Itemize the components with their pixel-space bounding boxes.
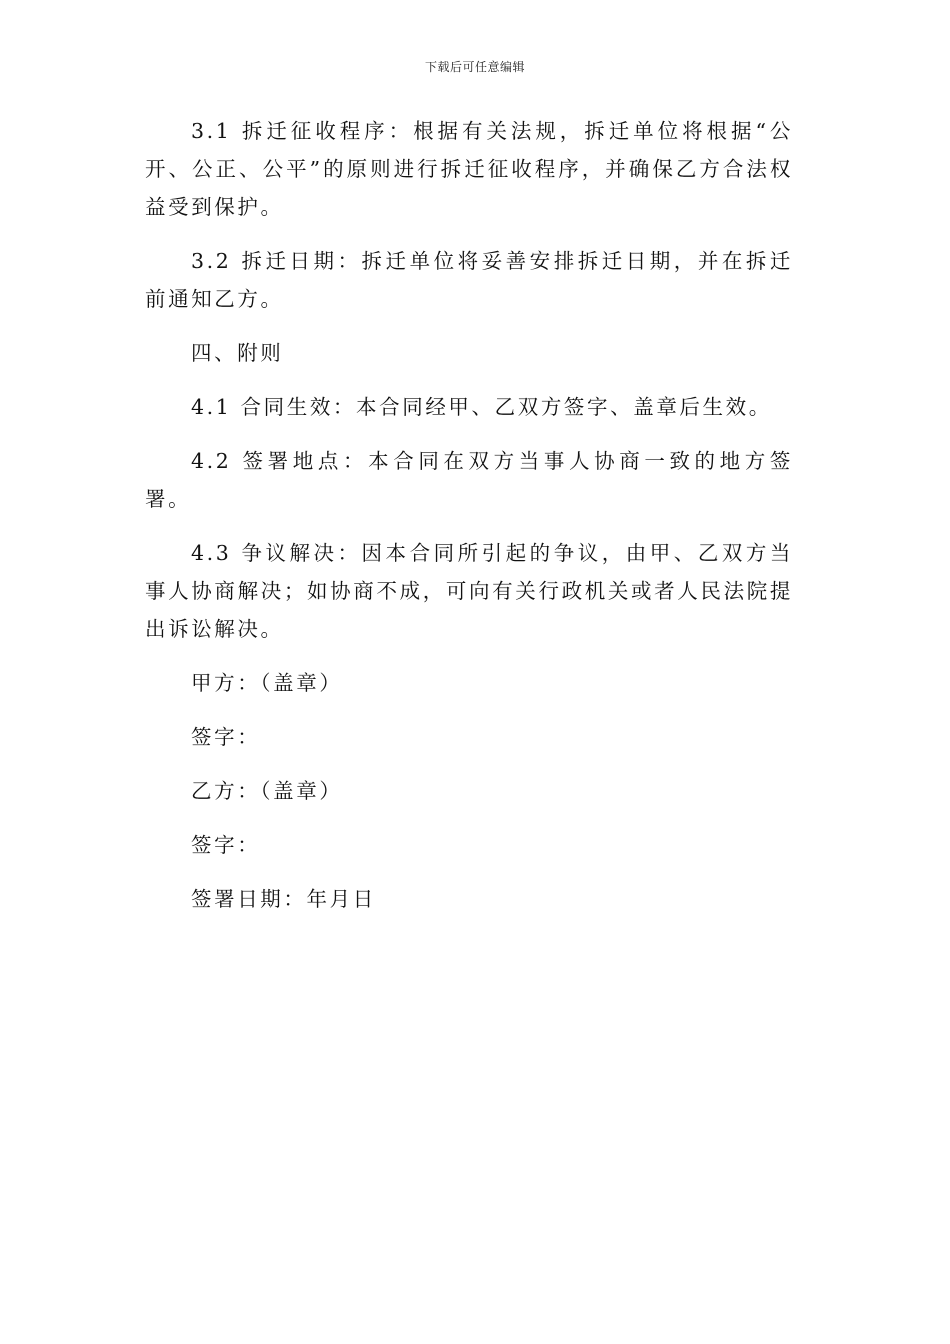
document-body: [145, 112, 793, 934]
party-b-seal-line: 乙方：（盖章）: [191, 779, 343, 803]
clause-4-1: 4.1 合同生效：本合同经甲、乙双方签字、盖章后生效。: [191, 395, 772, 419]
party-a-seal-line: 甲方：（盖章）: [191, 671, 343, 695]
party-a-signature-line: 签字：: [191, 725, 261, 749]
clause-4-3: 4.3 争议解决：因本合同所引起的争议，由甲、乙双方当事人协商解决；如协商不成，可向有关行政机关或者人民法院提出诉讼解决。: [145, 541, 793, 641]
section-heading-appendix: 四、附则: [191, 341, 284, 365]
clause-3-2: 3.2 拆迁日期：拆迁单位将妥善安排拆迁日期，并在拆迁前通知乙方。: [145, 249, 793, 311]
party-b-signature-line: 签字：: [191, 833, 261, 857]
signing-date-line: 签署日期：年月日: [191, 887, 376, 911]
page-header: 下载后可任意编辑: [424, 60, 525, 74]
clause-3-1: 3.1 拆迁征收程序：根据有关法规，拆迁单位将根据“公开、公正、公平”的原则进行拆迁征收程序，并确保乙方合法权益受到保护。: [145, 119, 793, 219]
clause-4-2: 4.2 签署地点：本合同在双方当事人协商一致的地方签署。: [145, 449, 793, 511]
